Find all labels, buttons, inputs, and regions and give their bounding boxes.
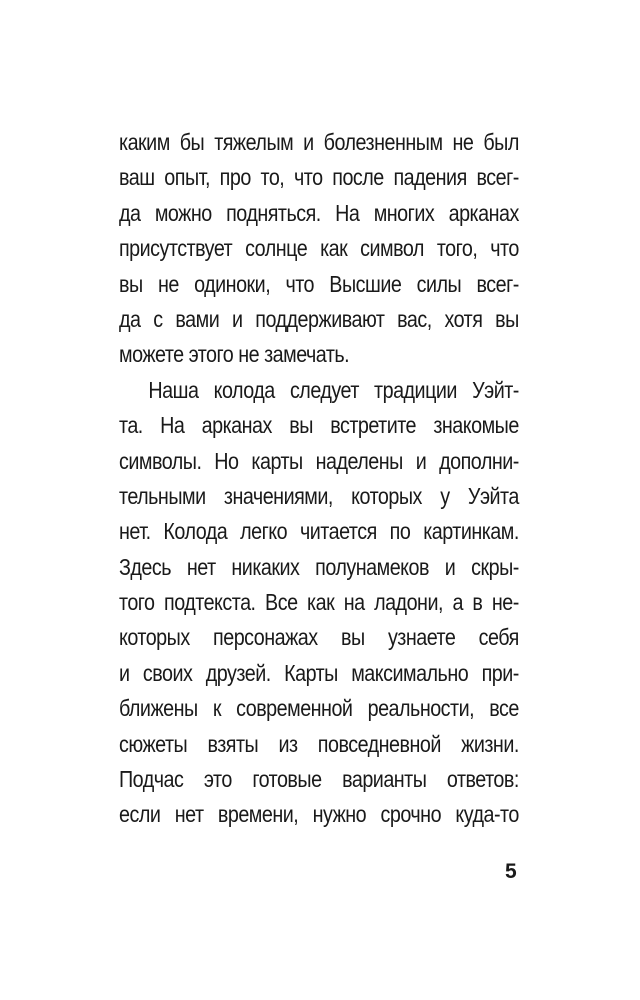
- text-line: Подчас это готовые варианты ответов:: [119, 766, 519, 793]
- text-line: да с вами и поддерживают вас, хотя вы: [119, 305, 519, 332]
- text-line: сюжеты взяты из повседневной жизни.: [119, 730, 519, 757]
- text-line: ваш опыт, про то, что после падения всег-: [119, 164, 519, 191]
- page-number: 5: [505, 860, 517, 883]
- text-line: символы. Но карты наделены и дополни-: [119, 447, 519, 474]
- body-text: [119, 125, 519, 833]
- text-line: ближены к современной реальности, все: [119, 695, 519, 722]
- paragraph-first-line: Наша колода следует традиции Уэйт-: [148, 376, 519, 403]
- text-line: да можно подняться. На многих арканах: [119, 199, 519, 226]
- text-line: можете этого не замечать.: [119, 341, 350, 368]
- text-line: та. На арканах вы встретите знакомые: [119, 412, 519, 439]
- text-line: если нет времени, нужно срочно куда-то: [119, 801, 519, 828]
- text-line: Здесь нет никаких полунамеков и скры-: [119, 553, 519, 580]
- text-line: того подтекста. Все как на ладони, а в не-: [119, 589, 519, 616]
- text-line: присутствует солнце как символ того, что: [119, 235, 519, 262]
- text-line: тельными значениями, которых у Уэйта: [119, 482, 519, 509]
- text-line: вы не одиноки, что Высшие силы всег-: [119, 270, 519, 297]
- text-line: каким бы тяжелым и болезненным не был: [119, 129, 519, 155]
- text-line: нет. Колода легко читается по картинкам.: [119, 518, 519, 545]
- text-line: которых персонажах вы узнаете себя: [119, 624, 519, 651]
- text-line: и своих друзей. Карты максимально при-: [119, 659, 519, 686]
